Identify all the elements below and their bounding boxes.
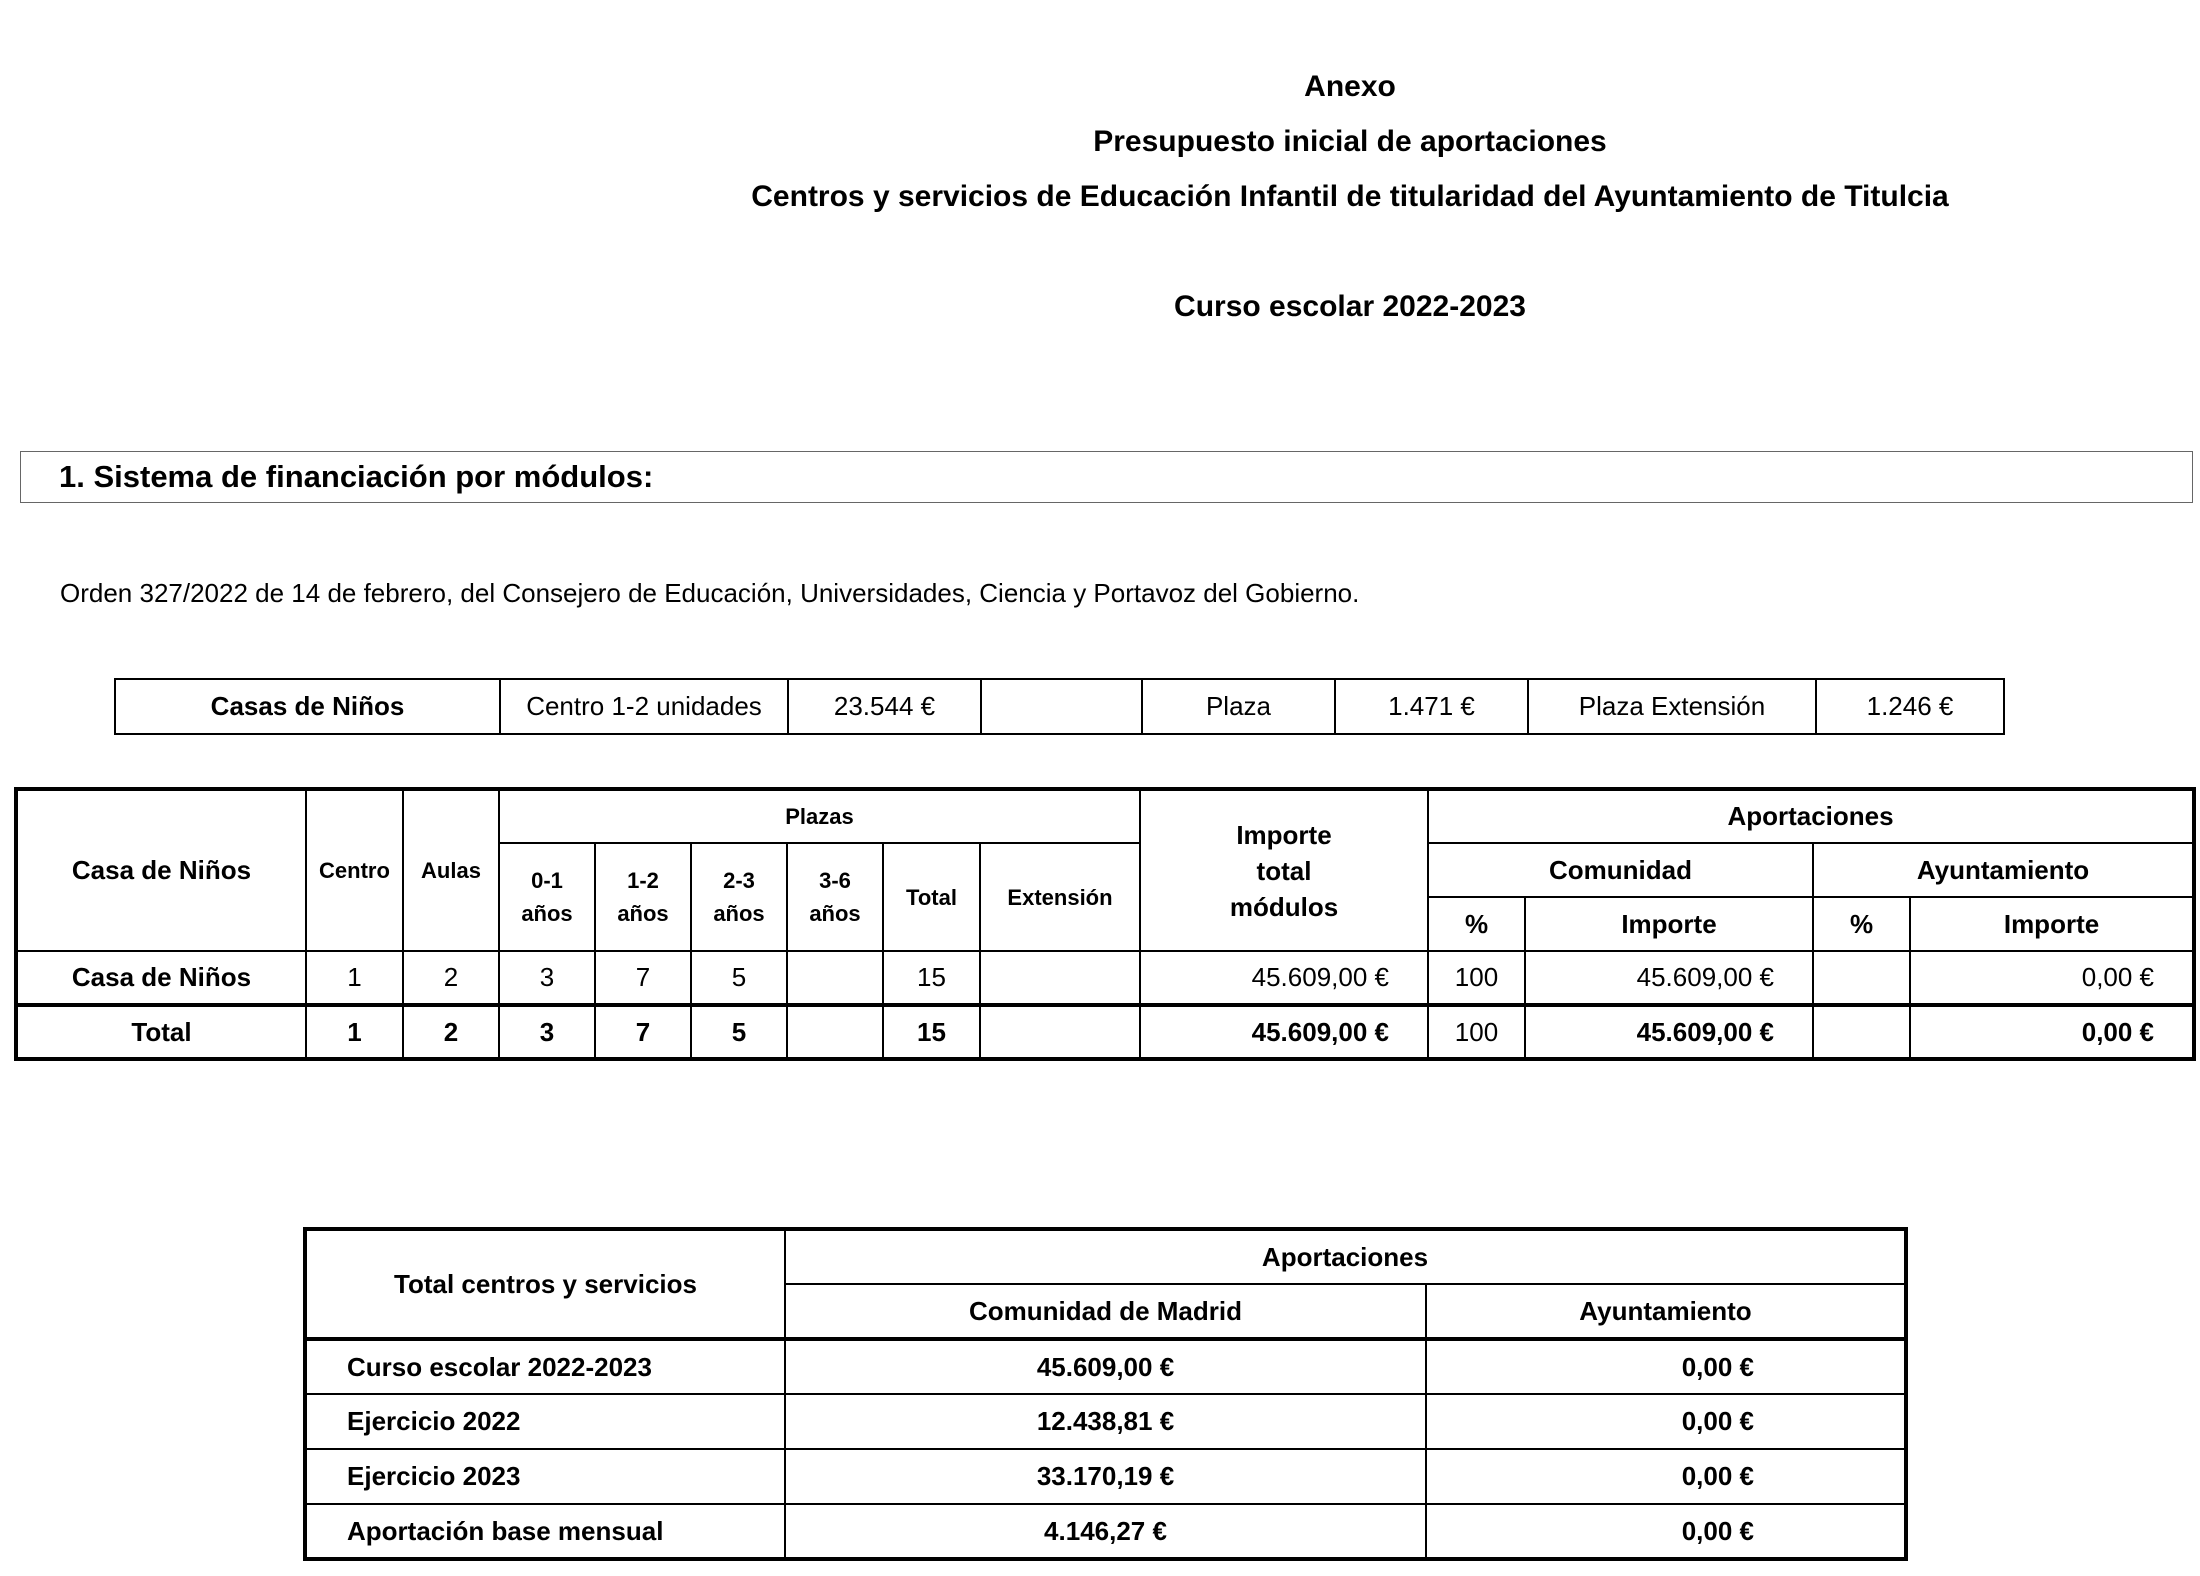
summary-row-comunidad: 4.146,27 €: [785, 1504, 1426, 1559]
header-ayuntamiento-pct: %: [1813, 897, 1910, 951]
age-range: 1-2: [627, 868, 659, 893]
summary-row-comunidad: 45.609,00 €: [785, 1339, 1426, 1394]
summary-corner: Total centros y servicios: [305, 1229, 785, 1339]
total-age-0-1: 3: [499, 1005, 595, 1059]
row-extension: [980, 951, 1140, 1005]
summary-row-ayuntamiento: 0,00 €: [1426, 1394, 1906, 1449]
rates-centro-label: Centro 1-2 unidades: [500, 679, 788, 734]
header-comunidad: Comunidad: [1428, 843, 1813, 897]
rates-centro-value: 23.544 €: [788, 679, 981, 734]
table-row: [16, 951, 2194, 1005]
rates-extension-label: Plaza Extensión: [1528, 679, 1816, 734]
total-ayuntamiento-pct: [1813, 1005, 1910, 1059]
table-row: [305, 1394, 1906, 1449]
summary-row-label: Ejercicio 2022: [305, 1394, 785, 1449]
total-age-1-2: 7: [595, 1005, 691, 1059]
header-extension: Extensión: [980, 843, 1140, 951]
header-importe-line2: total: [1256, 855, 1312, 886]
budget-title: Presupuesto inicial de aportaciones: [1093, 125, 1607, 158]
annex-title: Anexo: [1304, 70, 1396, 103]
total-centro: 1: [306, 1005, 403, 1059]
header-age-3-6: [787, 843, 883, 951]
row-comunidad-pct: 100: [1428, 951, 1525, 1005]
summary-table: [303, 1227, 1908, 1561]
row-age-2-3: 5: [691, 951, 787, 1005]
total-extension: [980, 1005, 1140, 1059]
header-ayuntamiento: Ayuntamiento: [1813, 843, 2194, 897]
summary-row-label: Aportación base mensual: [305, 1504, 785, 1559]
header-aportaciones: Aportaciones: [1428, 789, 2194, 843]
table-row: [115, 679, 2004, 734]
total-age-2-3: 5: [691, 1005, 787, 1059]
row-comunidad-importe: 45.609,00 €: [1525, 951, 1813, 1005]
summary-row-label: Ejercicio 2023: [305, 1449, 785, 1504]
row-importe: 45.609,00 €: [1140, 951, 1428, 1005]
header-plazas: Plazas: [499, 789, 1140, 843]
summary-row-ayuntamiento: 0,00 €: [1426, 1339, 1906, 1394]
row-name: Casa de Niños: [16, 951, 306, 1005]
summary-row-comunidad: 12.438,81 €: [785, 1394, 1426, 1449]
header-ayuntamiento-importe: Importe: [1910, 897, 2194, 951]
row-aulas: 2: [403, 951, 499, 1005]
order-reference: Orden 327/2022 de 14 de febrero, del Consejero de Educación, Universidades, Ciencia y Portavoz del Gobierno.: [60, 578, 1360, 608]
total-ayuntamiento-importe: 0,00 €: [1910, 1005, 2194, 1059]
table-row: [305, 1339, 1906, 1394]
summary-row-ayuntamiento: 0,00 €: [1426, 1449, 1906, 1504]
school-year-title: Curso escolar 2022-2023: [1174, 290, 1526, 323]
header-importe-line1: Importe: [1236, 819, 1332, 850]
age-unit: años: [617, 901, 669, 926]
row-ayuntamiento-importe: 0,00 €: [1910, 951, 2194, 1005]
rates-extension-value: 1.246 €: [1816, 679, 2004, 734]
module-rates-table: [114, 678, 2005, 735]
header-importe: [1140, 789, 1428, 951]
total-aulas: 2: [403, 1005, 499, 1059]
header-comunidad-importe: Importe: [1525, 897, 1813, 951]
table-row: [305, 1504, 1906, 1559]
age-range: 2-3: [723, 868, 755, 893]
header-age-1-2: [595, 843, 691, 951]
rates-plaza-value: 1.471 €: [1335, 679, 1528, 734]
row-age-0-1: 3: [499, 951, 595, 1005]
summary-row-comunidad: 33.170,19 €: [785, 1449, 1426, 1504]
age-unit: años: [809, 901, 861, 926]
header-comunidad-pct: %: [1428, 897, 1525, 951]
summary-row-label: Curso escolar 2022-2023: [305, 1339, 785, 1394]
summary-col-comunidad: Comunidad de Madrid: [785, 1284, 1426, 1339]
rates-plaza-label: Plaza: [1142, 679, 1335, 734]
header-importe-line3: módulos: [1229, 891, 1339, 922]
summary-aportaciones: Aportaciones: [785, 1229, 1906, 1284]
age-unit: años: [713, 901, 765, 926]
header-age-2-3: [691, 843, 787, 951]
age-range: 0-1: [531, 868, 563, 893]
row-age-1-2: 7: [595, 951, 691, 1005]
header-centro: Centro: [306, 789, 403, 951]
row-ayuntamiento-pct: [1813, 951, 1910, 1005]
age-range: 3-6: [819, 868, 851, 893]
centers-title: Centros y servicios de Educación Infantil de titularidad del Ayuntamiento de Titulcia: [751, 180, 1949, 213]
header-aulas: Aulas: [403, 789, 499, 951]
header-total: Total: [883, 843, 980, 951]
rates-name: Casas de Niños: [115, 679, 500, 734]
total-row: [16, 1005, 2194, 1059]
total-total: 15: [883, 1005, 980, 1059]
header-age-0-1: [499, 843, 595, 951]
total-name: Total: [16, 1005, 306, 1059]
section-heading: 1. Sistema de financiación por módulos:: [20, 451, 2193, 503]
header-casa: Casa de Niños: [16, 789, 306, 951]
summary-col-ayuntamiento: Ayuntamiento: [1426, 1284, 1906, 1339]
total-comunidad-pct: 100: [1428, 1005, 1525, 1059]
table-row: [305, 1449, 1906, 1504]
total-comunidad-importe: 45.609,00 €: [1525, 1005, 1813, 1059]
total-importe: 45.609,00 €: [1140, 1005, 1428, 1059]
modules-table: [14, 787, 2196, 1061]
total-age-3-6: [787, 1005, 883, 1059]
row-age-3-6: [787, 951, 883, 1005]
summary-row-ayuntamiento: 0,00 €: [1426, 1504, 1906, 1559]
row-centro: 1: [306, 951, 403, 1005]
row-total: 15: [883, 951, 980, 1005]
age-unit: años: [521, 901, 573, 926]
rates-empty-cell: [981, 679, 1142, 734]
